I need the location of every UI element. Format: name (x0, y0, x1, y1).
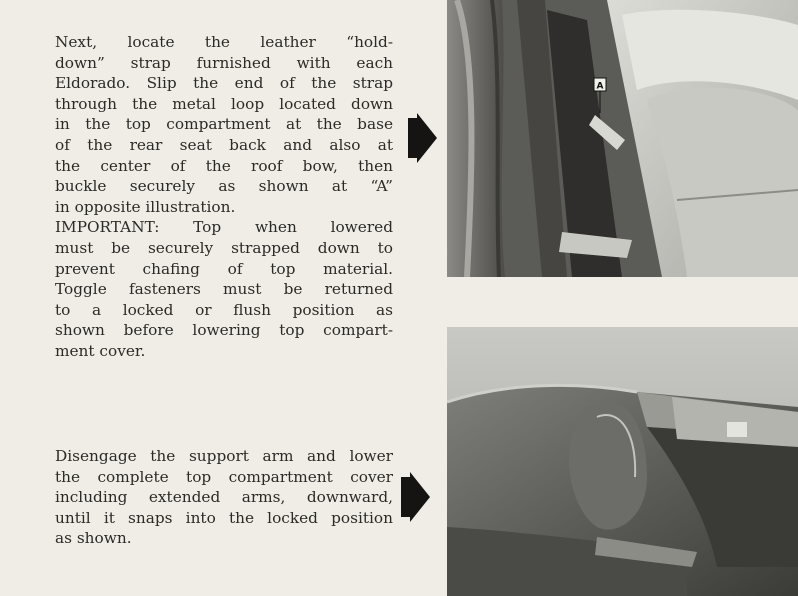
right-arrow-icon (417, 113, 437, 163)
text-line: to a locked or flush position as (55, 300, 393, 319)
text-line: buckle securely as shown at “A” (55, 177, 393, 196)
right-arrow-icon (410, 472, 430, 522)
text-line: shown before lowering top compart- (55, 321, 393, 340)
text-line: in the top compartment at the base (55, 115, 393, 134)
lowered-cover-photo (447, 327, 798, 596)
text-line: must be securely strapped down to (55, 238, 393, 257)
text-line: Disengage the support arm and lower (55, 447, 393, 465)
text-line: in opposite illustration. (55, 197, 236, 216)
lower-cover-instructions-paragraph (55, 446, 393, 549)
text-line: the complete top compartment cover (55, 467, 393, 486)
callout-a: A (596, 81, 604, 92)
lowered-compartment-illustration (447, 327, 798, 596)
text-line: Toggle fasteners must be returned (55, 280, 393, 299)
text-line: including extended arms, downward, (55, 488, 393, 507)
top-compartment-illustration (447, 0, 798, 277)
text-line: down” strap furnished with each (55, 53, 393, 72)
strap-photo (447, 0, 798, 277)
text-line: through the metal loop located down (55, 94, 393, 113)
text-line: Eldorado. Slip the end of the strap (55, 74, 393, 93)
text-line: as shown. (55, 529, 132, 548)
text-line: the center of the roof bow, then (55, 156, 393, 175)
text-line: Next, locate the leather “hold- (55, 33, 393, 51)
text-line: of the rear seat back and also at (55, 135, 393, 154)
strap-instructions-paragraph (55, 32, 393, 362)
important-note-line: IMPORTANT: Top when lowered (55, 218, 393, 237)
text-line: until it snaps into the locked position (55, 508, 393, 527)
text-line: ment cover. (55, 341, 146, 360)
text-line: prevent chafing of top material. (55, 259, 393, 278)
